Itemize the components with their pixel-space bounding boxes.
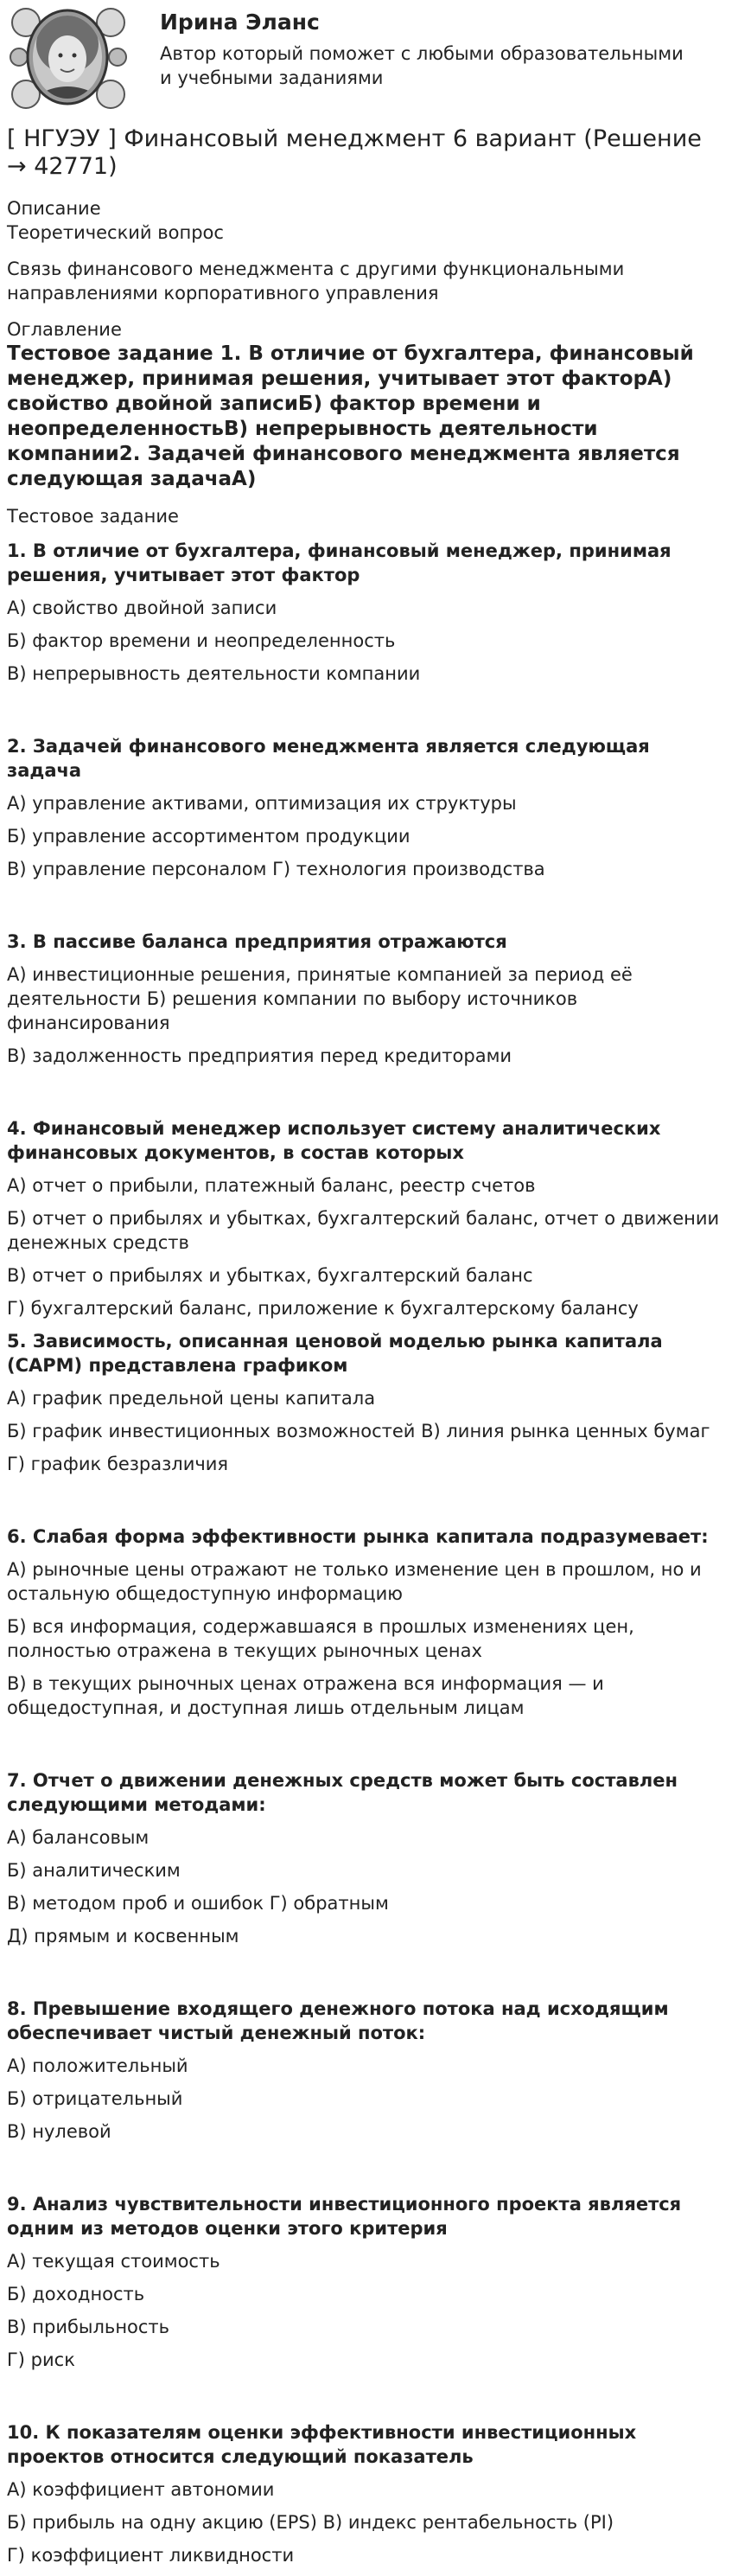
question-spacer	[7, 1729, 724, 1768]
answer-option: В) прибыльность	[7, 2317, 170, 2337]
answer-option: А) текущая стоимость	[7, 2251, 220, 2272]
answer-option: В) отчет о прибылях и убытках, бухгалтерский баланс	[7, 1265, 533, 1286]
question-text: 4. Финансовый менеджер использует систему аналитических финансовых документов, в состав которых	[7, 1118, 661, 1163]
question-text: 5. Зависимость, описанная ценовой моделью рынка капитала (САРМ) представлена графиком	[7, 1331, 663, 1376]
toc-label: Оглавление	[7, 319, 122, 340]
question-text: 6. Слабая форма эффективности рынка капитала подразумевает:	[7, 1526, 709, 1547]
question-text: 2. Задачей финансового менеджмента является следующая задача	[7, 736, 650, 781]
author-description: Автор который поможет с любыми образовательными и учебными заданиями	[160, 43, 684, 88]
question-text: 1. В отличие от бухгалтера, финансовый менеджер, принимая решения, учитывает этот фактор	[7, 540, 672, 585]
section-label: Тестовое задание	[7, 506, 179, 527]
answer-option: Б) отчет о прибылях и убытках, бухгалтерский баланс, отчет о движении денежных средств	[7, 1208, 720, 1253]
answer-option: Б) вся информация, содержавшаяся в прошлых изменениях цен, полностью отражена в текущих рыночных ценах	[7, 1616, 634, 1661]
answer-option: Г) коэффициент ликвидности	[7, 2545, 295, 2566]
answer-option: В) нулевой	[7, 2121, 111, 2142]
answer-option: В) методом проб и ошибок Г) обратным	[7, 1893, 389, 1914]
description-label: Описание	[7, 198, 101, 219]
question-block	[7, 930, 724, 1068]
answer-option: Б) график инвестиционных возможностей В) линия рынка ценных бумаг	[7, 1421, 710, 1441]
description-subtitle: Теоретический вопрос	[7, 222, 224, 243]
question-spacer	[7, 1077, 724, 1116]
answer-option: Г) риск	[7, 2349, 75, 2370]
question-block	[7, 1997, 724, 2144]
question-block	[7, 2420, 724, 2567]
answer-option: А) рыночные цены отражают не только изменение цен в прошлом, но и остальную общедоступную информацию	[7, 1559, 702, 1604]
answer-option: Г) бухгалтерский баланс, приложение к бухгалтерскому балансу	[7, 1298, 639, 1319]
question-block	[7, 2192, 724, 2372]
question-text: 9. Анализ чувствительности инвестиционного проекта является одним из методов оценки этого критерия	[7, 2194, 682, 2239]
questions-list	[7, 539, 724, 2567]
question-text: 7. Отчет о движении денежных средств может быть составлен следующими методами:	[7, 1770, 678, 1815]
question-block	[7, 734, 724, 881]
answer-option: А) отчет о прибыли, платежный баланс, реестр счетов	[7, 1175, 536, 1196]
answer-option: Г) график безразличия	[7, 1454, 229, 1474]
author-name[interactable]: Ирина Эланс	[160, 10, 320, 35]
answer-option: А) график предельной цены капитала	[7, 1388, 376, 1409]
question-spacer	[7, 2381, 724, 2420]
answer-option: А) балансовым	[7, 1827, 150, 1848]
answer-option: Д) прямым и косвенным	[7, 1926, 239, 1946]
theoretical-topic: Связь финансового менеджмента с другими функциональными направлениями корпоративного управления	[7, 259, 625, 304]
answer-option: Б) доходность	[7, 2284, 145, 2304]
answer-option: А) управление активами, оптимизация их структуры	[7, 793, 517, 814]
question-text: 8. Превышение входящего денежного потока над исходящим обеспечивает чистый денежный поток:	[7, 1998, 669, 2043]
question-text: 3. В пассиве баланса предприятия отражаются	[7, 931, 507, 952]
answer-option: Б) аналитическим	[7, 1860, 181, 1881]
question-block	[7, 1525, 724, 1720]
answer-option: А) свойство двойной записи	[7, 598, 277, 618]
question-block	[7, 539, 724, 686]
answer-option: Б) прибыль на одну акцию (EPS) В) индекс рентабельность (PI)	[7, 2512, 614, 2533]
answer-option: Б) отрицательный	[7, 2088, 183, 2109]
question-spacer	[7, 2152, 724, 2192]
question-spacer	[7, 1957, 724, 1997]
answer-option: А) коэффициент автономии	[7, 2479, 275, 2500]
answer-option: А) инвестиционные решения, принятые компанией за период её деятельности Б) решения компании по выбору источников финансирования	[7, 964, 633, 1033]
question-text: 10. К показателям оценки эффективности инвестиционных проектов относится следующий показатель	[7, 2422, 637, 2467]
question-block	[7, 1768, 724, 1948]
page-title: [ НГУЭУ ] Финансовый менеджмент 6 вариант (Решение → 42771)	[7, 125, 702, 180]
question-block	[7, 1329, 724, 1476]
answer-option: В) задолженность предприятия перед кредиторами	[7, 1045, 512, 1066]
answer-option: Б) управление ассортиментом продукции	[7, 826, 411, 847]
toc-text: Тестовое задание 1. В отличие от бухгалтера, финансовый менеджер, принимая решения, учитывает этот факторА) свойство двойной записиБ) фактор времени и неопределенностьВ) непрерывность деятельности компании2. Задачей финансового менеджмента является следующая задачаА)	[7, 342, 694, 490]
answer-option: В) управление персоналом Г) технология производства	[7, 859, 545, 879]
question-spacer	[7, 890, 724, 930]
answer-option: В) непрерывность деятельности компании	[7, 663, 421, 684]
answer-option: А) положительный	[7, 2055, 188, 2076]
author-header	[0, 0, 732, 121]
document-content	[7, 125, 724, 2576]
question-spacer	[7, 1485, 724, 1525]
answer-option: В) в текущих рыночных ценах отражена вся информация — и общедоступная, и доступная лишь отдельным лицам	[7, 1673, 604, 1718]
answer-option: Б) фактор времени и неопределенность	[7, 630, 396, 651]
question-spacer	[7, 694, 724, 734]
author-avatar	[7, 5, 128, 113]
question-block	[7, 1116, 724, 1320]
